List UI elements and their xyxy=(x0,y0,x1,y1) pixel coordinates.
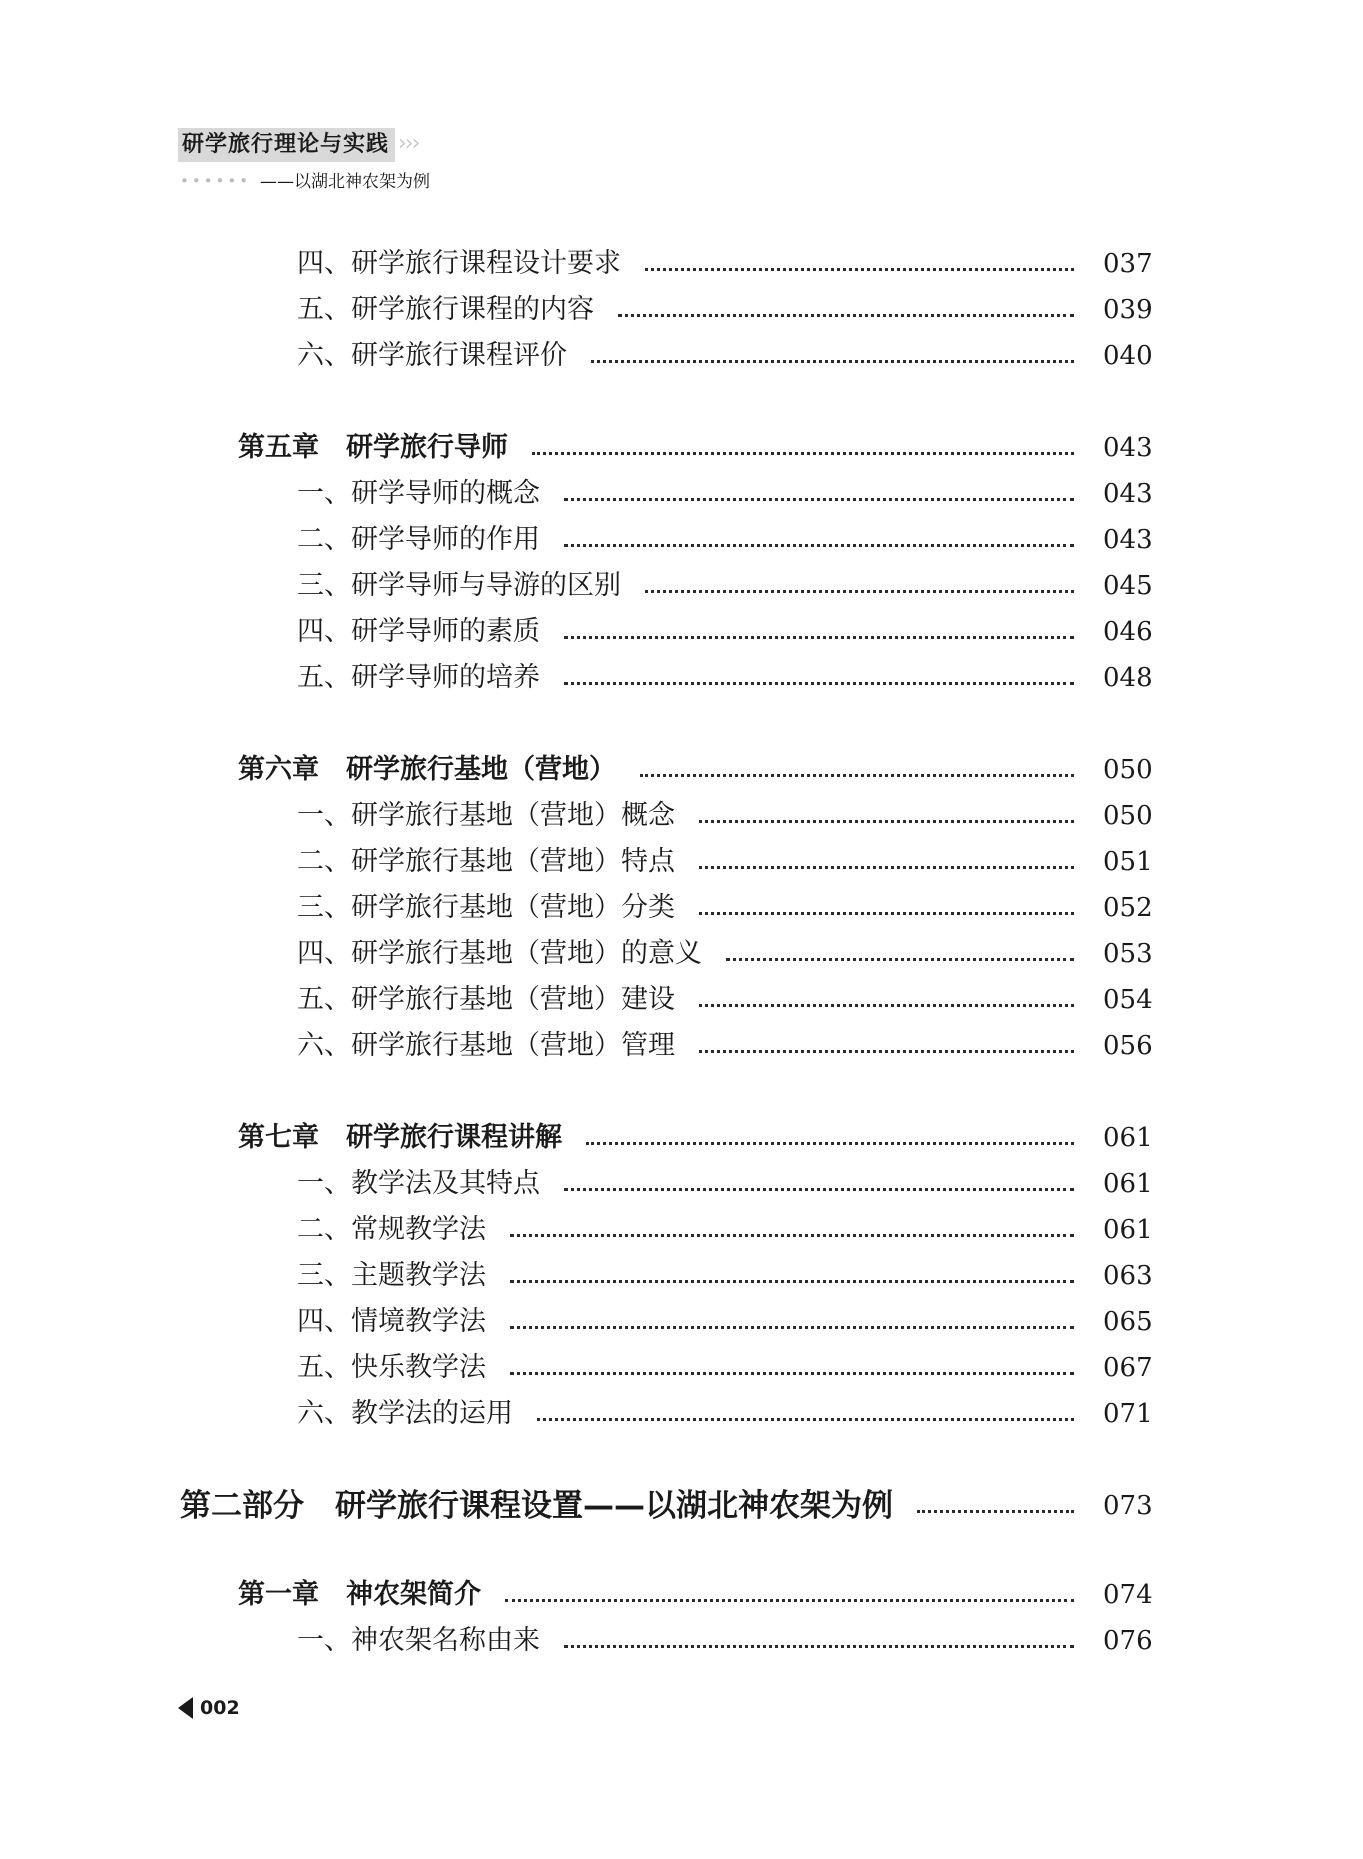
dot-leader xyxy=(564,1645,1074,1648)
toc-entry-page: 071 xyxy=(1103,1399,1153,1429)
page-number: 002 xyxy=(200,1697,240,1719)
dot-leader xyxy=(699,1050,1074,1053)
toc-entry-page: 054 xyxy=(1103,985,1153,1015)
dot-leader xyxy=(645,590,1074,593)
toc-entry-page: 073 xyxy=(1103,1491,1153,1521)
toc-entry-title: 第二部分 研学旅行课程设置——以湖北神农架为例 xyxy=(180,1488,893,1524)
toc-entry-title: 第一章 神农架简介 xyxy=(238,1579,481,1610)
toc-entry-page: 061 xyxy=(1103,1215,1153,1245)
dot-leader xyxy=(510,1234,1074,1237)
toc-section-entry[interactable] xyxy=(0,1392,1363,1436)
toc-entry-title: 一、教学法及其特点 xyxy=(297,1168,540,1199)
dot-leader xyxy=(640,774,1074,777)
toc-entry-page: 061 xyxy=(1103,1123,1153,1153)
toc-entry-page: 065 xyxy=(1103,1307,1153,1337)
toc-entry-title: 一、神农架名称由来 xyxy=(297,1625,540,1656)
toc-entry-page: 048 xyxy=(1103,663,1153,693)
triangle-left-icon xyxy=(178,1697,193,1719)
dot-leader-decoration: •••••• xyxy=(180,172,252,190)
toc-entry-title: 第七章 研学旅行课程讲解 xyxy=(238,1122,562,1153)
toc-entry-page: 040 xyxy=(1103,341,1153,371)
toc-entry-page: 051 xyxy=(1103,847,1153,877)
toc-section-entry[interactable] xyxy=(0,564,1363,608)
toc-entry-title: 五、研学导师的培养 xyxy=(297,662,540,693)
dot-leader xyxy=(564,498,1074,501)
dot-leader xyxy=(532,452,1074,455)
toc-entry-title: 四、研学旅行基地（营地）的意义 xyxy=(297,938,702,969)
dot-leader xyxy=(699,1004,1074,1007)
toc-entry-page: 043 xyxy=(1103,525,1153,555)
toc-section-entry[interactable] xyxy=(0,610,1363,654)
dot-leader xyxy=(510,1372,1074,1375)
toc-entry-title: 四、研学旅行课程设计要求 xyxy=(297,248,621,279)
dot-leader xyxy=(505,1599,1074,1602)
dot-leader xyxy=(537,1418,1074,1421)
toc-entry-page: 056 xyxy=(1103,1031,1153,1061)
toc-section-entry[interactable] xyxy=(0,242,1363,286)
toc-section-entry[interactable] xyxy=(0,1208,1363,1252)
book-title: 研学旅行理论与实践 xyxy=(178,128,395,162)
dot-leader xyxy=(699,866,1074,869)
toc-section-entry[interactable] xyxy=(0,794,1363,838)
toc-section-entry[interactable] xyxy=(0,1619,1363,1663)
toc-section-entry[interactable] xyxy=(0,656,1363,700)
toc-section-entry[interactable] xyxy=(0,288,1363,332)
toc-entry-page: 076 xyxy=(1103,1626,1153,1656)
dot-leader xyxy=(699,820,1074,823)
toc-section-entry[interactable] xyxy=(0,978,1363,1022)
toc-section-entry[interactable] xyxy=(0,1162,1363,1206)
toc-entry-page: 074 xyxy=(1103,1580,1153,1610)
toc-section-entry[interactable] xyxy=(0,1254,1363,1298)
toc-section-entry[interactable] xyxy=(0,1346,1363,1390)
toc-section-entry[interactable] xyxy=(0,334,1363,378)
toc-entry-title: 三、研学旅行基地（营地）分类 xyxy=(297,892,675,923)
toc-entry-title: 四、情境教学法 xyxy=(297,1306,486,1337)
toc-chapter-entry[interactable] xyxy=(0,748,1363,792)
toc-section-entry[interactable] xyxy=(0,886,1363,930)
dot-leader xyxy=(917,1510,1074,1513)
toc-entry-page: 043 xyxy=(1103,433,1153,463)
subtitle-row xyxy=(180,168,680,196)
dot-leader xyxy=(591,360,1074,363)
toc-entry-page: 050 xyxy=(1103,801,1153,831)
toc-chapter-entry[interactable] xyxy=(0,426,1363,470)
toc-entry-title: 六、教学法的运用 xyxy=(297,1398,513,1429)
toc-entry-title: 一、研学旅行基地（营地）概念 xyxy=(297,800,675,831)
book-subtitle: ——以湖北神农架为例 xyxy=(260,172,430,192)
toc-entry-title: 三、主题教学法 xyxy=(297,1260,486,1291)
toc-entry-title: 四、研学导师的素质 xyxy=(297,616,540,647)
toc-entry-title: 二、常规教学法 xyxy=(297,1214,486,1245)
toc-entry-title: 一、研学导师的概念 xyxy=(297,478,540,509)
toc-entry-title: 第六章 研学旅行基地（营地） xyxy=(238,754,616,785)
toc-entry-page: 067 xyxy=(1103,1353,1153,1383)
toc-entry-page: 037 xyxy=(1103,249,1153,279)
dot-leader xyxy=(510,1280,1074,1283)
toc-entry-page: 061 xyxy=(1103,1169,1153,1199)
toc-entry-page: 039 xyxy=(1103,295,1153,325)
toc-entry-page: 046 xyxy=(1103,617,1153,647)
toc-chapter-entry[interactable] xyxy=(0,1116,1363,1160)
toc-entry-title: 第五章 研学旅行导师 xyxy=(238,432,508,463)
toc-entry-page: 052 xyxy=(1103,893,1153,923)
dot-leader xyxy=(699,912,1074,915)
toc-entry-title: 二、研学旅行基地（营地）特点 xyxy=(297,846,675,877)
toc-entry-title: 三、研学导师与导游的区别 xyxy=(297,570,621,601)
toc-entry-title: 五、研学旅行课程的内容 xyxy=(297,294,594,325)
toc-entry-page: 045 xyxy=(1103,571,1153,601)
toc-section-entry[interactable] xyxy=(0,1300,1363,1344)
dot-leader xyxy=(564,1188,1074,1191)
toc-entry-title: 五、快乐教学法 xyxy=(297,1352,486,1383)
dot-leader xyxy=(564,636,1074,639)
dot-leader xyxy=(645,268,1074,271)
dot-leader xyxy=(586,1142,1074,1145)
dot-leader xyxy=(618,314,1074,317)
toc-section-entry[interactable] xyxy=(0,1024,1363,1068)
toc-entry-title: 二、研学导师的作用 xyxy=(297,524,540,555)
toc-entry-title: 五、研学旅行基地（营地）建设 xyxy=(297,984,675,1015)
toc-chapter-entry[interactable] xyxy=(0,1573,1363,1617)
dot-leader xyxy=(726,958,1074,961)
dot-leader xyxy=(510,1326,1074,1329)
toc-entry-title: 六、研学旅行基地（营地）管理 xyxy=(297,1030,675,1061)
toc-section-entry[interactable] xyxy=(0,472,1363,516)
toc-part-entry[interactable] xyxy=(0,1484,1363,1528)
toc-entry-page: 050 xyxy=(1103,755,1153,785)
dot-leader xyxy=(564,544,1074,547)
toc-entry-title: 六、研学旅行课程评价 xyxy=(297,340,567,371)
toc-section-entry[interactable] xyxy=(0,932,1363,976)
toc-entry-page: 043 xyxy=(1103,479,1153,509)
toc-entry-page: 053 xyxy=(1103,939,1153,969)
chevron-icon: ››› xyxy=(398,131,419,156)
toc-section-entry[interactable] xyxy=(0,840,1363,884)
toc-section-entry[interactable] xyxy=(0,518,1363,562)
toc-entry-page: 063 xyxy=(1103,1261,1153,1291)
dot-leader xyxy=(564,682,1074,685)
